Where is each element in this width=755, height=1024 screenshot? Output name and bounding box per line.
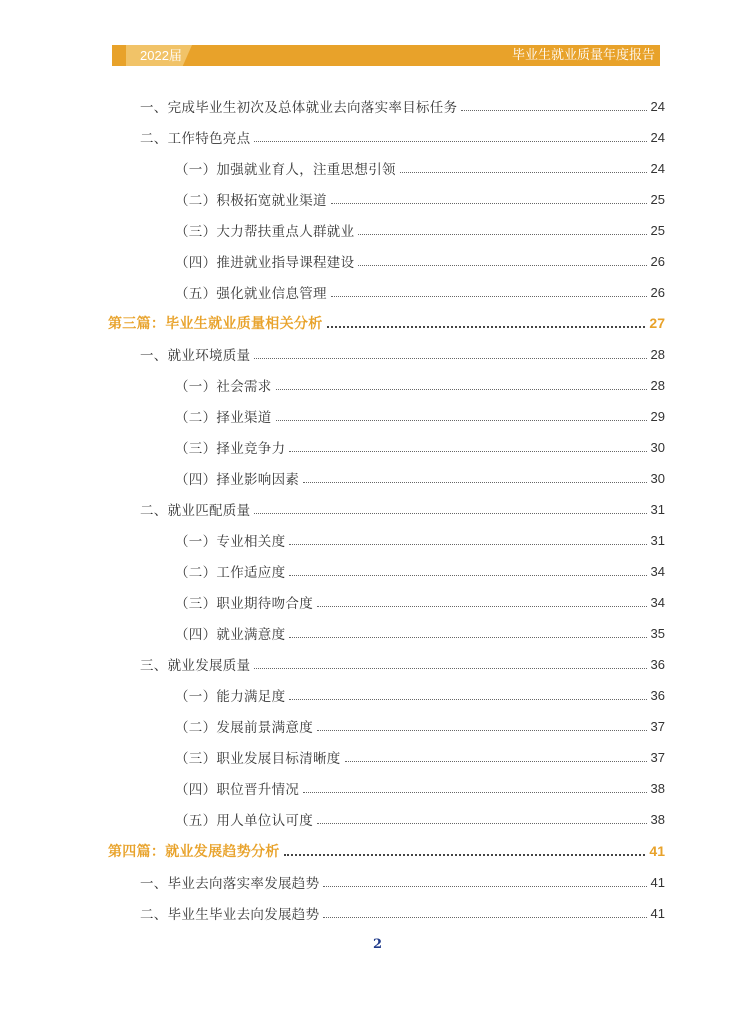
toc-entry-label: 一、就业环境质量 bbox=[140, 348, 251, 364]
toc-entry-label: （四）就业满意度 bbox=[175, 627, 286, 643]
toc-entry-page: 30 bbox=[650, 470, 665, 486]
toc-leader bbox=[254, 358, 646, 359]
toc-entry[interactable] bbox=[175, 747, 665, 767]
toc-entry-label: （三）择业竞争力 bbox=[175, 441, 286, 457]
toc-entry-page: 37 bbox=[650, 749, 665, 765]
toc-entry-label: （三）大力帮扶重点人群就业 bbox=[175, 224, 355, 240]
toc-entry[interactable] bbox=[175, 158, 665, 178]
toc-entry-label: （一）能力满足度 bbox=[175, 689, 286, 705]
toc-leader bbox=[331, 296, 647, 297]
toc-entry-page: 35 bbox=[650, 625, 665, 641]
toc-leader bbox=[289, 544, 646, 545]
toc-entry-label: （四）推进就业指导课程建设 bbox=[175, 255, 355, 271]
toc-entry[interactable] bbox=[175, 251, 665, 271]
toc-leader bbox=[254, 668, 646, 669]
toc-entry[interactable] bbox=[175, 716, 665, 736]
toc-entry[interactable] bbox=[140, 344, 665, 364]
toc-entry-label: （二）发展前景满意度 bbox=[175, 720, 313, 736]
toc-leader bbox=[254, 141, 646, 142]
toc-entry-label: 第三篇：毕业生就业质量相关分析 bbox=[108, 316, 323, 332]
toc-entry-page: 28 bbox=[650, 377, 665, 393]
toc-leader bbox=[317, 606, 647, 607]
toc-leader bbox=[358, 265, 646, 266]
toc-entry[interactable] bbox=[140, 127, 665, 147]
header-title: 毕业生就业质量年度报告 bbox=[511, 48, 655, 63]
toc-entry-page: 41 bbox=[650, 905, 665, 921]
toc-leader bbox=[303, 482, 646, 483]
toc-entry[interactable] bbox=[175, 468, 665, 488]
toc-entry[interactable] bbox=[140, 872, 665, 892]
toc-entry-page: 36 bbox=[650, 687, 665, 703]
toc-entry-page: 28 bbox=[650, 346, 665, 362]
toc-entry-label: 三、就业发展质量 bbox=[140, 658, 251, 674]
toc-entry-page: 26 bbox=[650, 284, 665, 300]
toc-entry[interactable] bbox=[175, 685, 665, 705]
toc-entry-page: 31 bbox=[650, 532, 665, 548]
toc-entry-label: 第四篇：就业发展趋势分析 bbox=[108, 844, 280, 860]
toc-leader bbox=[303, 792, 646, 793]
toc-leader bbox=[345, 761, 647, 762]
toc-entry-page: 27 bbox=[649, 315, 665, 331]
toc-entry[interactable] bbox=[140, 654, 665, 674]
toc-entry-label: （一）社会需求 bbox=[175, 379, 272, 395]
toc-entry-label: （五）强化就业信息管理 bbox=[175, 286, 327, 302]
toc-leader bbox=[400, 172, 647, 173]
toc-entry-page: 30 bbox=[650, 439, 665, 455]
toc-leader bbox=[331, 203, 647, 204]
toc-entry-label: 二、工作特色亮点 bbox=[140, 131, 251, 147]
toc-entry-page: 34 bbox=[650, 563, 665, 579]
toc-leader bbox=[317, 730, 647, 731]
toc-entry[interactable] bbox=[175, 809, 665, 829]
toc-leader bbox=[317, 823, 647, 824]
toc-entry-page: 36 bbox=[650, 656, 665, 672]
toc-leader bbox=[284, 854, 646, 856]
toc-entry[interactable] bbox=[175, 282, 665, 302]
toc-leader bbox=[289, 699, 646, 700]
toc-entry-page: 24 bbox=[650, 160, 665, 176]
toc-entry-label: （三）职业发展目标清晰度 bbox=[175, 751, 341, 767]
toc-entry[interactable] bbox=[175, 375, 665, 395]
toc-entry[interactable] bbox=[175, 437, 665, 457]
toc-entry[interactable] bbox=[175, 561, 665, 581]
toc-entry[interactable] bbox=[140, 499, 665, 519]
toc-entry[interactable] bbox=[175, 592, 665, 612]
toc-part-entry[interactable] bbox=[108, 841, 665, 861]
toc-entry-page: 41 bbox=[650, 874, 665, 890]
toc-entry-label: （二）工作适应度 bbox=[175, 565, 286, 581]
toc-entry-label: （四）择业影响因素 bbox=[175, 472, 300, 488]
toc-entry-label: 二、毕业生毕业去向发展趋势 bbox=[140, 907, 320, 923]
toc-entry-label: 一、毕业去向落实率发展趋势 bbox=[140, 876, 320, 892]
toc-leader bbox=[461, 110, 646, 111]
toc-entry[interactable] bbox=[175, 623, 665, 643]
toc-entry-label: （二）择业渠道 bbox=[175, 410, 272, 426]
toc-entry-page: 25 bbox=[650, 191, 665, 207]
toc-entry-page: 25 bbox=[650, 222, 665, 238]
toc-leader bbox=[276, 389, 647, 390]
toc-entry-label: （一）专业相关度 bbox=[175, 534, 286, 550]
toc-entry-page: 26 bbox=[650, 253, 665, 269]
toc-entry-label: （一）加强就业育人，注重思想引领 bbox=[175, 162, 396, 178]
toc-leader bbox=[323, 886, 646, 887]
header-year: 2022届 bbox=[140, 48, 182, 63]
toc-entry-page: 24 bbox=[650, 129, 665, 145]
toc-leader bbox=[289, 451, 646, 452]
toc-entry-page: 31 bbox=[650, 501, 665, 517]
toc-entry[interactable] bbox=[175, 778, 665, 798]
toc-entry-label: （五）用人单位认可度 bbox=[175, 813, 313, 829]
toc-entry-page: 24 bbox=[650, 98, 665, 114]
toc-leader bbox=[289, 637, 646, 638]
toc-leader bbox=[289, 575, 646, 576]
toc-leader bbox=[358, 234, 646, 235]
toc-leader bbox=[327, 326, 646, 328]
toc-entry-page: 38 bbox=[650, 811, 665, 827]
toc-entry[interactable] bbox=[140, 903, 665, 923]
page-number: 2 bbox=[372, 937, 383, 952]
toc-leader bbox=[323, 917, 646, 918]
toc-entry[interactable] bbox=[175, 406, 665, 426]
toc-entry-label: 一、完成毕业生初次及总体就业去向落实率目标任务 bbox=[140, 100, 458, 116]
toc-leader bbox=[254, 513, 646, 514]
toc-entry[interactable] bbox=[175, 220, 665, 240]
toc-entry-page: 34 bbox=[650, 594, 665, 610]
toc-entry-page: 38 bbox=[650, 780, 665, 796]
toc-entry-label: （四）职位晋升情况 bbox=[175, 782, 300, 798]
toc-entry-label: （二）积极拓宽就业渠道 bbox=[175, 193, 327, 209]
toc-entry-page: 37 bbox=[650, 718, 665, 734]
toc-part-entry[interactable] bbox=[108, 313, 665, 333]
toc-entry[interactable] bbox=[140, 96, 665, 116]
toc-entry-label: 二、就业匹配质量 bbox=[140, 503, 251, 519]
toc-entry[interactable] bbox=[175, 530, 665, 550]
toc-leader bbox=[276, 420, 647, 421]
toc-entry-page: 41 bbox=[649, 843, 665, 859]
toc-entry[interactable] bbox=[175, 189, 665, 209]
toc-entry-label: （三）职业期待吻合度 bbox=[175, 596, 313, 612]
toc-entry-page: 29 bbox=[650, 408, 665, 424]
